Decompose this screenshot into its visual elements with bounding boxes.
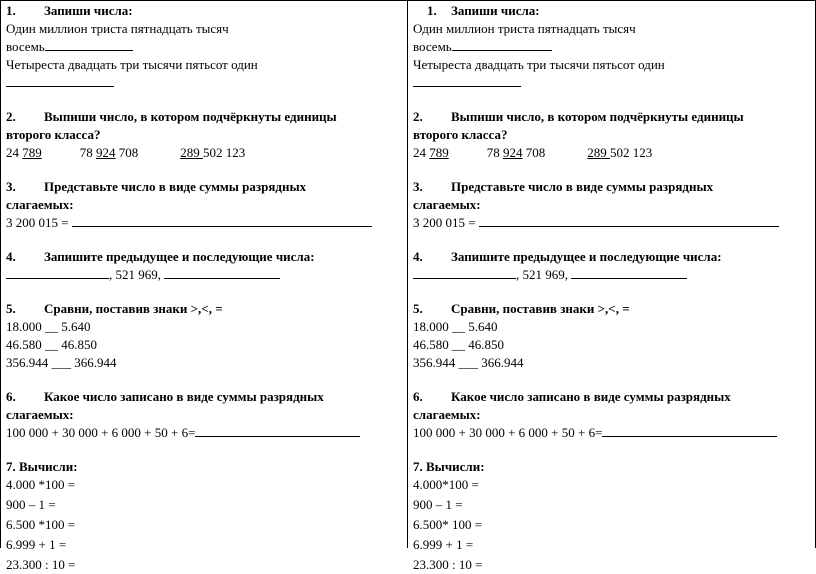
task2-heading: [6, 108, 403, 126]
task6-expr-text: 100 000 + 30 000 + 6 000 + 50 + 6=: [413, 425, 603, 440]
task4-title: Запишите предыдущее и последующие числа:: [44, 249, 315, 264]
task5-heading: [6, 300, 403, 318]
task5-title: Сравни, поставив знаки >,<, =: [44, 301, 223, 316]
task1-line2-text: восемь: [413, 39, 452, 54]
task2-title2: второго класса?: [413, 127, 508, 142]
task1-line1: Один миллион триста пятнадцать тысяч: [413, 21, 636, 36]
task2-number: 2.: [6, 109, 16, 124]
number-part: 502 123: [203, 145, 246, 160]
task4-title: Запишите предыдущее и последующие числа:: [451, 249, 722, 264]
task3-number: 3.: [413, 179, 423, 194]
task6-expression: [6, 424, 403, 442]
number-part: 708: [522, 145, 546, 160]
task6-title2: слагаемых:: [413, 407, 481, 422]
task2-title2: второго класса?: [6, 127, 101, 142]
task7-expr2: 900 – 1 =: [413, 497, 463, 512]
task7-expr2: 900 – 1 =: [6, 497, 56, 512]
task-list-right: [413, 2, 811, 574]
number-part: 78: [79, 145, 96, 160]
task1-line3: Четыреста двадцать три тысячи пятьсот один: [413, 57, 665, 72]
number-part: 708: [115, 145, 139, 160]
task7-expr1: 4.000*100 =: [413, 477, 479, 492]
number-part: 502 123: [610, 145, 653, 160]
worksheet-right: [407, 0, 816, 572]
task5-number: 5.: [6, 301, 16, 316]
task1-title: Запиши числа:: [44, 3, 133, 18]
task7-expr4: 6.999 + 1 =: [413, 537, 474, 552]
task5-heading: [413, 300, 811, 318]
task4-number: 4.: [413, 249, 423, 264]
number-option-3: [180, 145, 245, 160]
task2-numbers: [6, 144, 403, 162]
answer-blank[interactable]: [571, 266, 687, 279]
number-underlined: 289: [180, 145, 203, 160]
task3-heading: [413, 178, 811, 196]
task7-expr1: 4.000 *100 =: [6, 477, 76, 492]
number-option-3: [587, 145, 652, 160]
task5-compare1: 18.000 __ 5.640: [6, 319, 91, 334]
number-part: 24: [6, 145, 23, 160]
task6-title2: слагаемых:: [6, 407, 74, 422]
number-underlined: 289: [587, 145, 610, 160]
answer-blank[interactable]: [452, 38, 552, 51]
task-list-left: [6, 2, 403, 574]
task4-number: 4.: [6, 249, 16, 264]
task1-line2: [413, 38, 811, 56]
number-option-2: [487, 145, 546, 160]
number-option-1: [413, 145, 449, 160]
task1-line3: Четыреста двадцать три тысячи пятьсот один: [6, 57, 258, 72]
task7-title: 7. Вычисли:: [6, 459, 78, 474]
worksheet-left: [0, 0, 408, 572]
answer-blank[interactable]: [72, 214, 372, 227]
task6-heading: [6, 388, 403, 406]
task6-number: 6.: [413, 389, 423, 404]
task1-heading: [6, 2, 403, 20]
task3-expression: [413, 214, 811, 232]
task7-expr5: 23.300 : 10 =: [413, 557, 483, 572]
answer-blank[interactable]: [6, 74, 114, 87]
task4-answer: [6, 266, 403, 284]
answer-blank[interactable]: [45, 38, 133, 51]
task3-title2: слагаемых:: [413, 197, 481, 212]
task4-heading: [6, 248, 403, 266]
task2-title1: Выпиши число, в котором подчёркнуты единицы: [44, 109, 337, 124]
task1-line4: [413, 74, 811, 92]
task3-title2: слагаемых:: [6, 197, 74, 212]
task1-line2: [6, 38, 403, 56]
task7-title: 7. Вычисли:: [413, 459, 485, 474]
answer-blank[interactable]: [413, 74, 521, 87]
answer-blank[interactable]: [479, 214, 779, 227]
task5-compare3: 356.944 ___ 366.944: [6, 355, 117, 370]
task1-line2-text: восемь: [6, 39, 45, 54]
task5-compare2: 46.580 __ 46.850: [6, 337, 97, 352]
number-underlined: 924: [96, 145, 116, 160]
answer-blank[interactable]: [195, 424, 360, 437]
task2-numbers: [413, 144, 811, 162]
task5-compare3: 356.944 ___ 366.944: [413, 355, 524, 370]
number-part: 78: [486, 145, 503, 160]
task6-expression: [413, 424, 811, 442]
task6-expr-text: 100 000 + 30 000 + 6 000 + 50 + 6=: [6, 425, 196, 440]
number-option-2: [80, 145, 139, 160]
task1-title: Запиши числа:: [451, 3, 540, 18]
task7-expr3: 6.500 *100 =: [6, 517, 76, 532]
task2-number: 2.: [413, 109, 423, 124]
task3-expr-text: 3 200 015 =: [6, 215, 72, 230]
task1-line1: Один миллион триста пятнадцать тысяч: [6, 21, 229, 36]
task4-heading: [413, 248, 811, 266]
task2-title1: Выпиши число, в котором подчёркнуты единицы: [451, 109, 744, 124]
task1-number: 1.: [427, 3, 437, 18]
task6-title1: Какое число записано в виде суммы разрядных: [451, 389, 731, 404]
number-part: 24: [413, 145, 430, 160]
task5-compare1: 18.000 __ 5.640: [413, 319, 498, 334]
number-underlined: 789: [429, 145, 449, 160]
number-underlined: 924: [503, 145, 523, 160]
task1-heading: [413, 2, 811, 20]
answer-blank[interactable]: [413, 266, 516, 279]
task6-heading: [413, 388, 811, 406]
task3-expression: [6, 214, 403, 232]
task4-answer: [413, 266, 811, 284]
task6-title1: Какое число записано в виде суммы разрядных: [44, 389, 324, 404]
task3-number: 3.: [6, 179, 16, 194]
task5-compare2: 46.580 __ 46.850: [413, 337, 504, 352]
task3-title1: Представьте число в виде суммы разрядных: [451, 179, 714, 194]
task1-line4: [6, 74, 403, 92]
number-option-1: [6, 145, 42, 160]
task7-expr5: 23.300 : 10 =: [6, 557, 76, 572]
task3-expr-text: 3 200 015 =: [413, 215, 479, 230]
task3-title1: Представьте число в виде суммы разрядных: [44, 179, 307, 194]
task5-title: Сравни, поставив знаки >,<, =: [451, 301, 630, 316]
answer-blank[interactable]: [6, 266, 109, 279]
task1-number: 1.: [6, 3, 16, 18]
task4-middle: , 521 969,: [109, 267, 165, 282]
answer-blank[interactable]: [164, 266, 280, 279]
number-underlined: 789: [22, 145, 42, 160]
task5-number: 5.: [413, 301, 423, 316]
task7-expr3: 6.500* 100 =: [413, 517, 483, 532]
answer-blank[interactable]: [602, 424, 777, 437]
task2-heading: [413, 108, 811, 126]
task4-middle: , 521 969,: [516, 267, 572, 282]
task7-expr4: 6.999 + 1 =: [6, 537, 67, 552]
task3-heading: [6, 178, 403, 196]
task6-number: 6.: [6, 389, 16, 404]
